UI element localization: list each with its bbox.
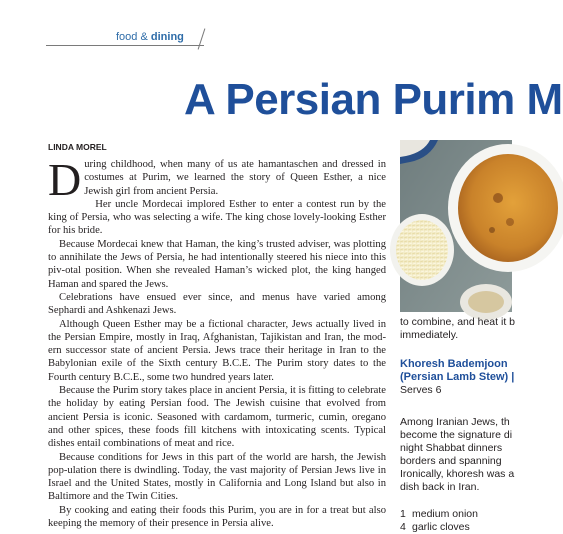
article-paragraph: Her uncle Mordecai implored Esther to enter a contest run by the king of Persia, who was selecting a wife. The king chose lovely-looking Esther for his bride. bbox=[48, 198, 386, 237]
food-photo-illustration bbox=[400, 140, 512, 312]
section-emphasis: dining bbox=[150, 31, 184, 43]
article-paragraph: By cooking and eating their foods this Purim, you are in for a treat but also keeping the memory of their presence in Persia alive. bbox=[48, 504, 386, 530]
article-paragraph: Because Mordecai knew that Haman, the king’s trusted adviser, was plotting to annihilate the Jews of Persia, he had intentionally steered his niece into this piv-otal position. When she revealed Haman’s wicked plot, the king hanged Haman and spared the Jews. bbox=[48, 238, 386, 290]
sidebar-recipe-column bbox=[400, 316, 515, 534]
ingredient-list bbox=[400, 508, 512, 534]
article-title: A Persian Purim M bbox=[184, 75, 563, 124]
byline: LINDA MOREL bbox=[48, 142, 107, 152]
article-paragraph: Celebrations have ensued ever since, and menus have varied among Sephardi and Ashkenazi Jews. bbox=[48, 291, 386, 317]
recipe-text-line: to combine, and heat it b bbox=[400, 316, 515, 328]
section-label: food bbox=[116, 31, 138, 43]
ingredient-name: medium onion bbox=[412, 508, 478, 520]
article-paragraph: Because conditions for Jews in this part of the world are harsh, the Jewish pop-ulation there is dwindling. Today, the vast majority of Persian Jews live in Israel and the United States, mostly in California and Long Island but also in Baltimore and the Twin Cities. bbox=[48, 451, 386, 503]
ingredient-item bbox=[400, 508, 512, 521]
article-paragraph: Although Queen Esther may be a fictional character, Jews actually lived in the Persian Empire, mostly in Iraq, Afghanistan, Tajikistan and Iran, the mod-ern successor state of ancient Persia. Jews trace their heritage in Iran to the Babylonian exile of the Sixth century B.C.E. The Purim story dates to the Fourth century B.C.E., some two hundred years later. bbox=[48, 318, 386, 383]
section-header bbox=[116, 31, 184, 43]
ingredient-name: garlic cloves bbox=[412, 521, 470, 533]
article-paragraph: Because the Purim story takes place in ancient Persia, it is fitting to celebrate the holiday by eating Persian food. The Jewish cuisine that evolved from ancient Persia is iconic. Seasoned with cardamom, turmeric, cumin, oregano and other spices, these foods fill kitchens with intoxicating scents. Typical dishes entail combinations of meat and rice. bbox=[48, 385, 386, 450]
section-rule bbox=[46, 45, 204, 46]
recipe-text-line: immediately. bbox=[400, 329, 459, 341]
section-ampersand: & bbox=[140, 31, 148, 43]
recipe-serves: Serves 6 bbox=[400, 384, 442, 396]
section-slash bbox=[198, 28, 206, 49]
recipe-intro: Among Iranian Jews, th become the signature di night Shabbat dinners borders and spanning Ironically, khoresh was a dish back in Iran. bbox=[400, 416, 515, 493]
article-paragraph: During childhood, when many of us ate hamantaschen and dressed in costumes at Purim, we learned the story of Queen Esther, a nice Jewish girl from ancient Persia. bbox=[48, 154, 386, 205]
food-photo bbox=[400, 140, 512, 312]
article-body bbox=[48, 154, 386, 530]
recipe-title: Khoresh Bademjoon (Persian Lamb Stew) | bbox=[400, 358, 515, 383]
drop-cap: D bbox=[48, 154, 82, 205]
ingredient-qty: 1 bbox=[400, 508, 406, 520]
ingredient-qty: 4 bbox=[400, 521, 406, 533]
ingredient-item bbox=[400, 521, 512, 534]
